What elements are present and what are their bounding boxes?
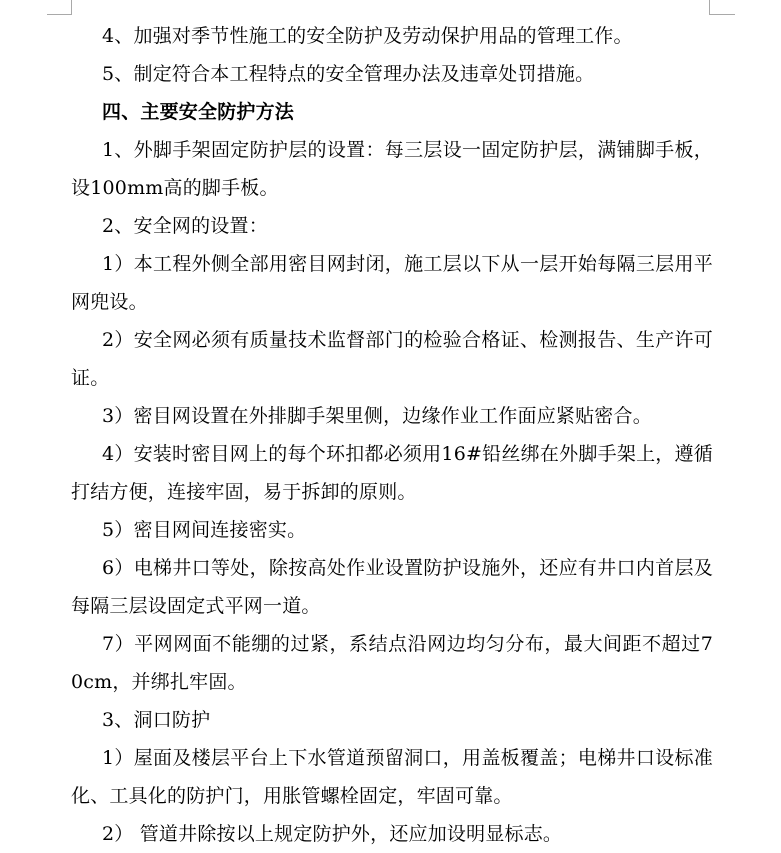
paragraph: 1、外脚手架固定防护层的设置：每三层设一固定防护层，满铺脚手板，设100mm高的脚手板。 [71,139,713,199]
paragraph: 1）本工程外侧全部用密目网封闭，施工层以下从一层开始每隔三层用平网兜设。 [71,253,713,313]
margin-crop-mark-top-right-vertical [709,0,710,14]
paragraph: 2） 管道井除按以上规定防护外，还应加设明显标志。 [102,823,563,845]
document-body [71,17,713,853]
margin-crop-mark-top-left-vertical [71,0,72,14]
paragraph: 1）屋面及楼层平台上下水管道预留洞口，用盖板覆盖；电梯井口设标准化、工具化的防护门，用胀管螺栓固定，牢固可靠。 [71,747,713,807]
margin-crop-mark-top-right-horizontal [709,14,735,15]
paragraph: 2、安全网的设置： [102,215,268,237]
section-heading: 四、主要安全防护方法 [102,101,295,123]
margin-crop-mark-top-left-horizontal [47,14,72,15]
paragraph: 5）密目网间连接密实。 [102,519,307,541]
paragraph: 3）密目网设置在外排脚手架里侧，边缘作业工作面应紧贴密合。 [102,405,652,427]
paragraph: 5、制定符合本工程特点的安全管理办法及违章处罚措施。 [102,63,595,85]
paragraph: 6）电梯井口等处，除按高处作业设置防护设施外，还应有井口内首层及每隔三层设固定式平网一道。 [71,557,713,617]
paragraph: 7）平网网面不能绷的过紧，系结点沿网边均匀分布，最大间距不超过70cm，并绑扎牢固。 [71,633,713,693]
paragraph: 3、洞口防护 [102,709,211,731]
paragraph: 4、加强对季节性施工的安全防护及劳动保护用品的管理工作。 [102,25,633,47]
paragraph: 4）安装时密目网上的每个环扣都必须用16#铅丝绑在外脚手架上，遵循打结方便，连接牢固，易于拆卸的原则。 [71,443,713,503]
paragraph: 2）安全网必须有质量技术监督部门的检验合格证、检测报告、生产许可证。 [71,329,713,389]
